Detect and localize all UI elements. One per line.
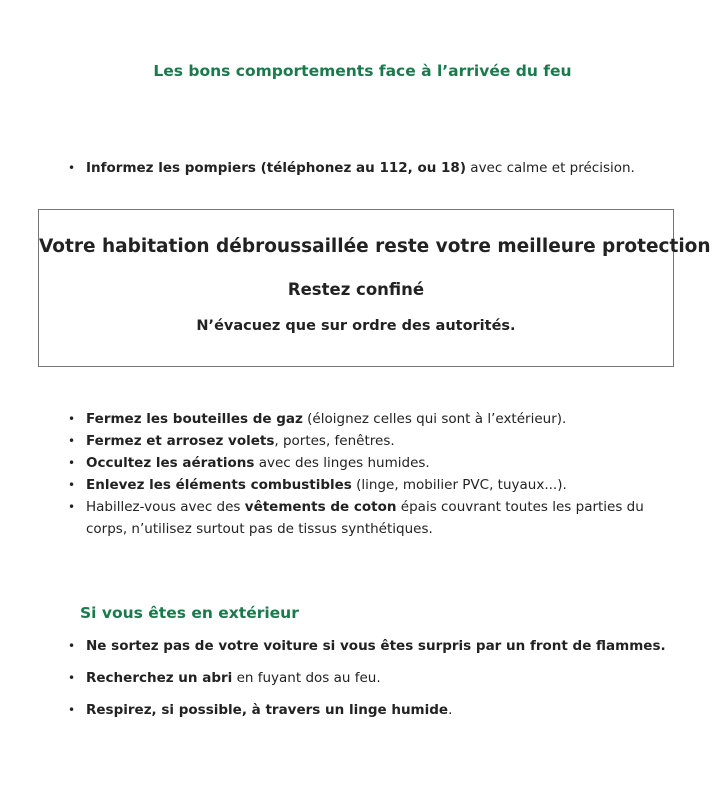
list-item xyxy=(64,408,674,430)
notice-line-1: Votre habitation débroussaillée reste votre meilleure protection xyxy=(39,236,711,257)
item-bold-text: Respirez, si possible, à travers un linge humide xyxy=(86,702,449,718)
item-text: épais couvrant toutes les parties du corps, n’utilisez surtout pas de tissus synthétiques. xyxy=(86,499,644,537)
home-actions-list xyxy=(64,408,674,540)
item-pre-text: Habillez-vous avec des xyxy=(86,499,245,515)
item-bold-text: Recherchez un abri xyxy=(86,670,233,686)
item-bold-text: Enlevez les éléments combustibles xyxy=(86,477,352,493)
alert-list xyxy=(64,158,684,178)
item-text: avec des linges humides. xyxy=(254,455,430,471)
list-item xyxy=(64,700,684,720)
notice-line-3: N’évacuez que sur ordre des autorités. xyxy=(196,318,516,334)
list-item xyxy=(64,430,674,452)
list-item xyxy=(64,158,684,178)
list-item xyxy=(64,496,674,540)
page-title: Les bons comportements face à l’arrivée du feu xyxy=(153,62,572,80)
list-item xyxy=(64,668,684,688)
list-item xyxy=(64,474,674,496)
list-item xyxy=(64,452,674,474)
item-bold-text: Fermez les bouteilles de gaz xyxy=(86,411,303,427)
item-bold-text: vêtements de coton xyxy=(244,499,397,515)
protection-notice-box xyxy=(38,209,711,367)
item-text: (linge, mobilier PVC, tuyaux...). xyxy=(351,477,567,493)
item-text: en fuyant dos au feu. xyxy=(232,670,381,686)
item-text: . xyxy=(448,702,453,718)
outdoor-actions-list xyxy=(64,636,684,732)
item-text: , portes, fenêtres. xyxy=(274,433,395,449)
notice-line-2: Restez confiné xyxy=(287,280,425,299)
item-bold-text: Fermez et arrosez volets xyxy=(86,433,275,449)
item-bold-text: Ne sortez pas de votre voiture si vous êtes surpris par un front de flammes. xyxy=(86,638,666,654)
item-text: avec calme et précision. xyxy=(466,160,635,176)
item-text: (éloignez celles qui sont à l’extérieur). xyxy=(302,411,567,427)
item-bold-text: Informez les pompiers (téléphonez au 112, ou 18) xyxy=(86,160,466,176)
item-bold-text: Occultez les aérations xyxy=(86,455,255,471)
section-subtitle: Si vous êtes en extérieur xyxy=(80,604,299,622)
list-item xyxy=(64,636,684,656)
